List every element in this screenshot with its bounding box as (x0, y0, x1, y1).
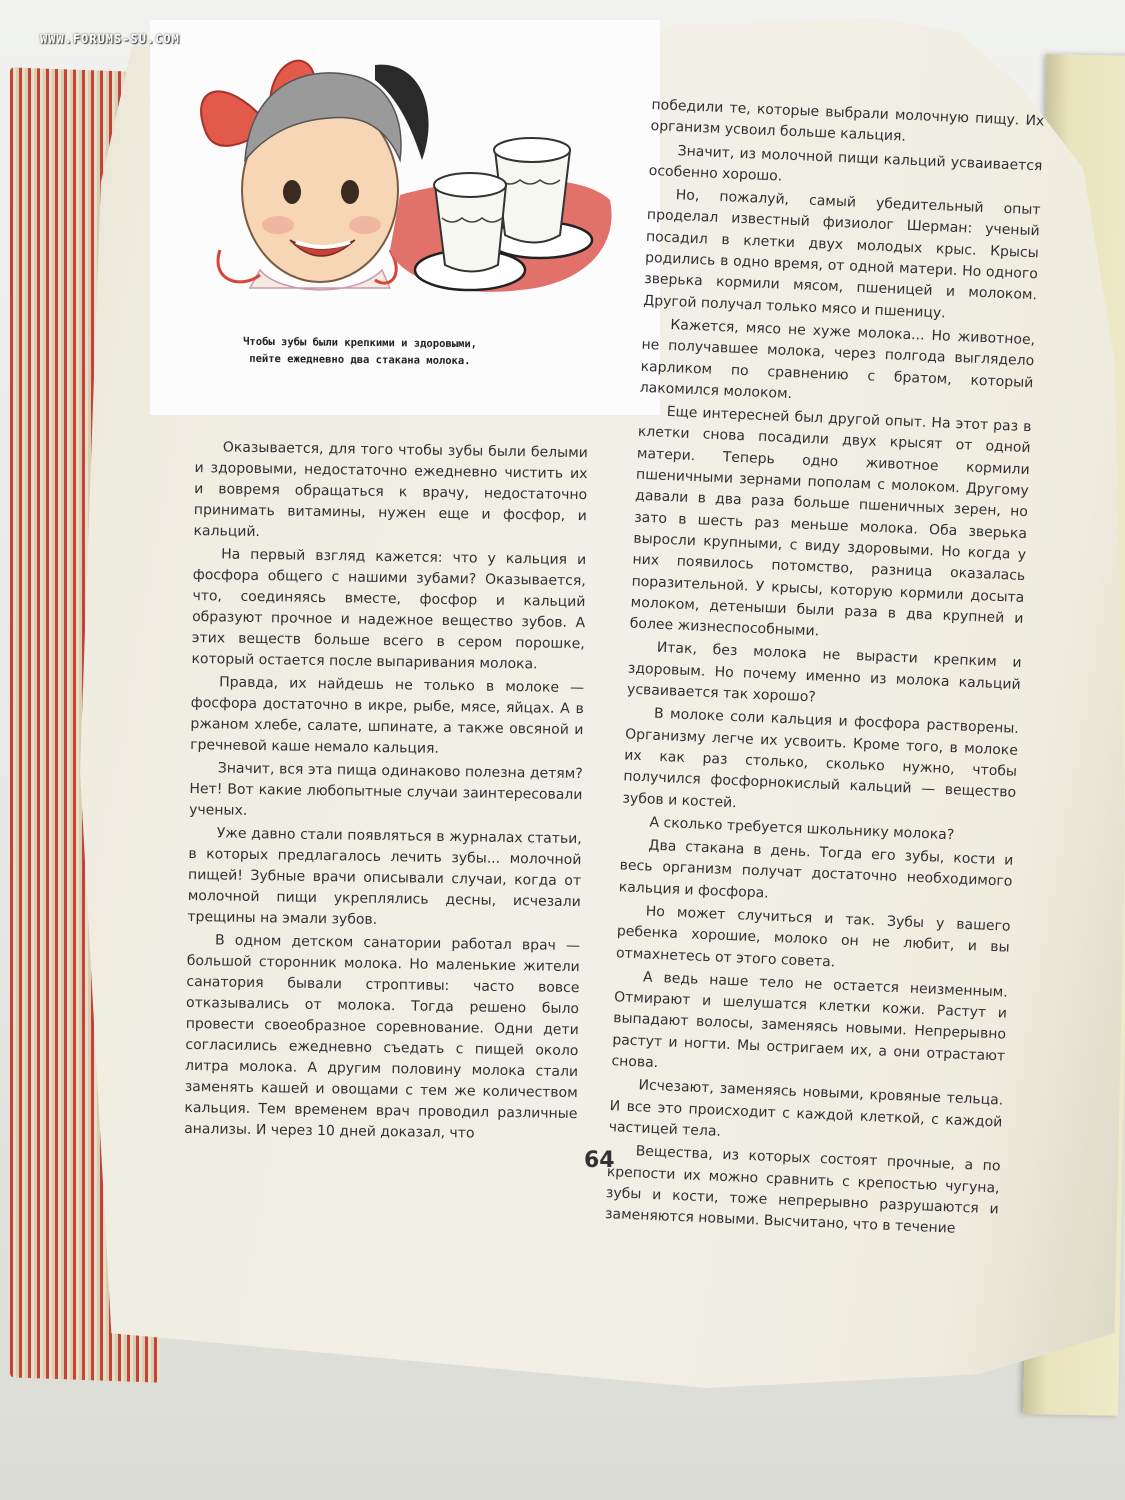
paragraph: В одном детском санатории работал врач — большой сторонник молока. Но маленькие жители санатория бывали строптивы: часто вовсе отказывались от молока. Тогда решено было провести своеобразное соревнование. Одни дети согласились ежедневно съедать с пищей около литра молока. А другим половину молока стали заменять кашей и овощами с тем же количеством кальция. Тем временем врач проводил различные анализы. И через 10 дней доказал, что (184, 932, 581, 1142)
paragraph: Оказывается, для того чтобы зубы были белыми и здоровыми, недостаточно ежедневно чистить их и вовремя обращаться к врачу, недостаточно принимать витамины, нужен еще и фосфор, и кальций. (193, 439, 588, 541)
illustration-caption: Чтобы зубы были крепкими и здоровыми, пейте ежедневно два стакана молока. (243, 335, 478, 368)
paragraph: Еще интересней был другой опыт. На этот раз в клетки снова посадили двух крысят от одной матери. Теперь одно животное кормили пшеничными зернами пополам с молоком. Другому давали в два раза больше пшеничных зерен, но зато в шесть раз меньше молока. Оба зверька выросли крупными, с виду здоровыми. Но когда у них появилось потомство, разница оказалась поразительной. У крысы, которую кормили досыта молоком, детеныши были раза в два крупней и более жизнеспособными. (629, 404, 1032, 640)
paragraph: В молоке соли кальция и фосфора растворены. Организму легче их усвоить. Кроме того, в молоке их как раз столько, сколько нужно, чтобы получился фосфорнокислый кальций — вещество зубов и костей. (622, 705, 1020, 811)
paragraph: Вещества, из которых состоят прочные, а по крепости их можно сравнить с крепостью чугуна, зубы и кости, тоже непрерывно разрушаются и заменяются новыми. Высчитано, что в течение (604, 1143, 1001, 1237)
paragraph: победили те, которые выбрали молочную пищу. Их организм усвоил больше кальция. (650, 96, 1045, 145)
paragraph: А сколько требуется школьнику молока? (649, 814, 955, 844)
paragraph: Значит, вся эта пища одинаково полезна детям? Нет! Вот какие любопытные случаи заинтересовали ученых. (189, 760, 583, 819)
paragraph: Кажется, мясо не хуже молока... Но животное, не получавшее молока, через полгода выглядело карликом по сравнению с братом, который лакомился молоком. (639, 316, 1036, 402)
paragraph: Уже давно стали появляться в журналах статьи, в которых предлагалось лечить зубы... молочной пищей! Зубные врачи описывали случаи, когда от молочной пищи укреплялись десны, исчезали трещины на эмали зубов. (187, 825, 582, 928)
paragraph: Но, пожалуй, самый убедительный опыт проделал известный физиолог Шерман: ученый посадил в клетки двух молодых крыс. Крысы родились в одно время, от одной матери. Но одного зверька кормили мясом, пшеницей и молоком. Другой получал только мясо и пшеницу. (643, 187, 1041, 322)
paragraph: Значит, из молочной пищи кальций усваивается особенно хорошо. (648, 142, 1043, 185)
paragraph: Итак, без молока не вырасти крепким и здоровым. Но почему именно из молока кальций усваивается так хорошо? (626, 640, 1022, 706)
paragraph: На первый взгляд кажется: что у кальция и фосфора общего с нашими зубами? Оказывается, что, соединяясь вместе, фосфор и кальций образуют прочное и надежное вещество зубов. А этих веществ больше всего в сером порошке, который остается после выпаривания молока. (191, 546, 587, 673)
right-text-column (605, 95, 1045, 1242)
site-watermark: WWW.FORUMS-SU.COM (40, 32, 180, 46)
paragraph: Два стакана в день. Тогда его зубы, кости и весь организм получат достаточно необходимого кальция и фосфора. (618, 837, 1014, 902)
paragraph: А ведь наше тело не остается неизменным. Отмирают и шелушатся клетки кожи. Растут и выпадают волосы, заменяясь новыми. Непрерывно растут и ногти. Мы остригаем их, а они отрастают снова. (611, 969, 1009, 1072)
left-text-column (184, 437, 588, 1146)
page-number: 64 (584, 1148, 615, 1173)
paragraph: Но может случиться и так. Зубы у вашего ребенка хорошие, молоко он не любит, и вы отмахнетесь от этого совета. (615, 903, 1011, 971)
illustration (150, 20, 660, 340)
paragraph: Правда, их найдешь не только в молоке — фосфора достаточно в икре, рыбе, мясе, яйцах. А в ржаном хлебе, салате, шпинате, а также овсяной и гречневой каше немало кальция. (190, 674, 585, 757)
paragraph: Исчезают, заменяясь новыми, кровяные тельца. И все это происходит с каждой клеткой, с каждой частицей тела. (608, 1077, 1004, 1140)
